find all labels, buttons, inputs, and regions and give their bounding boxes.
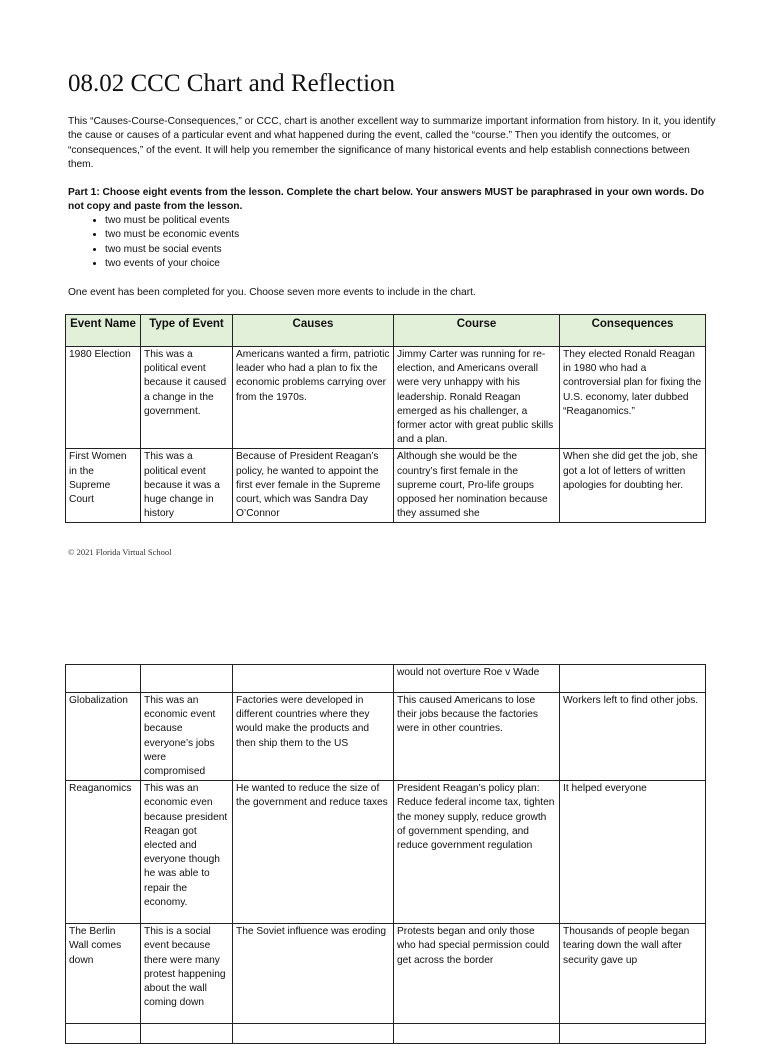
requirements-list — [68, 214, 239, 271]
table-cell[interactable]: He wanted to reduce the size of the government and reduce taxes — [233, 781, 394, 924]
table-cell[interactable]: It helped everyone — [560, 781, 706, 924]
table-cell[interactable]: This was an economic even because president Reagan got elected and everyone though he was able to repair the economy. — [141, 781, 233, 924]
table-cell[interactable]: When she did get the job, she got a lot of letters of written apologies for doubting her. — [560, 449, 706, 523]
column-header: Causes — [233, 315, 394, 347]
table-cell[interactable]: Although she would be the country’s first female in the supreme court, Pro-life groups opposed her nomination because they assumed she — [394, 449, 560, 523]
column-header: Course — [394, 315, 560, 347]
table-cell[interactable]: Jimmy Carter was running for re-election, and Americans overall were very unhappy with his leadership. Ronald Reagan emerged as his challenger, a former actor with great public skills and a plan. — [394, 347, 560, 449]
note: One event has been completed for you. Choose seven more events to include in the chart. — [68, 287, 476, 298]
list-item: • two must be economic events — [105, 228, 239, 242]
table-cell[interactable]: They elected Ronald Reagan in 1980 who had a controversial plan for fixing the U.S. economy, later dubbed “Reaganomics.” — [560, 347, 706, 449]
table-cell[interactable]: This caused Americans to lose their jobs because the factories were in other countries. — [394, 693, 560, 781]
table-cell[interactable]: Globalization — [66, 693, 141, 781]
copyright-footer: © 2021 Florida Virtual School — [68, 547, 172, 557]
table-cell[interactable]: The Berlin Wall comes down — [66, 924, 141, 1024]
intro-paragraph: This “Causes-Course-Consequences,” or CCC, chart is another excellent way to summarize important information from history. In it, you identify the cause or causes of a particular event and what happened during the event, called the “course.” Then you identify the outcomes, or “consequences,” of the event. It will help you remember the significance of many historical events and help establish connections between them. — [68, 116, 716, 170]
page-title: 08.02 CCC Chart and Reflection — [68, 70, 396, 97]
table-cell[interactable]: This is a social event because there were many protest happening about the wall coming down — [141, 924, 233, 1024]
ccc-table-page2 — [65, 664, 706, 1044]
list-item: • two must be political events — [105, 214, 239, 228]
table-cell[interactable] — [560, 665, 706, 693]
table-cell[interactable]: Americans wanted a firm, patriotic leader who had a plan to fix the economic problems carrying over from the 1970s. — [233, 347, 394, 449]
table-cell[interactable]: would not overture Roe v Wade — [394, 665, 560, 693]
table-cell[interactable] — [233, 1024, 394, 1044]
table-cell[interactable]: This was an economic event because everyone’s jobs were compromised — [141, 693, 233, 781]
list-item: • two must be social events — [105, 243, 239, 257]
table-cell[interactable]: Because of President Reagan’s policy, he wanted to appoint the first ever female in the Supreme court, which was Sandra Day O’Connor — [233, 449, 394, 523]
table-row — [66, 1024, 706, 1044]
table-cell[interactable] — [394, 1024, 560, 1044]
table-cell[interactable]: President Reagan’s policy plan: Reduce federal income tax, tighten the money supply, reduce growth of government spending, and reduce government regulation — [394, 781, 560, 924]
column-header: Event Name — [66, 315, 141, 347]
list-item: • two events of your choice — [105, 257, 239, 271]
ccc-table-page1 — [65, 314, 706, 523]
table-cell[interactable]: 1980 Election — [66, 347, 141, 449]
table-cell[interactable]: Workers left to find other jobs. — [560, 693, 706, 781]
table-cell[interactable] — [66, 665, 141, 693]
table-cell[interactable] — [66, 1024, 141, 1044]
column-header: Consequences — [560, 315, 706, 347]
table-cell[interactable]: Protests began and only those who had special permission could get across the border — [394, 924, 560, 1024]
column-header: Type of Event — [141, 315, 233, 347]
table-cell[interactable]: First Women in the Supreme Court — [66, 449, 141, 523]
table-cell[interactable] — [560, 1024, 706, 1044]
table-cell[interactable] — [233, 665, 394, 693]
table-cell[interactable]: This was a political event because it was a huge change in history — [141, 449, 233, 523]
table-row — [66, 449, 706, 523]
table-row — [66, 693, 706, 781]
table-row — [66, 347, 706, 449]
table-cell[interactable]: Factories were developed in different countries where they would make the products and then ship them to the US — [233, 693, 394, 781]
table-row — [66, 665, 706, 693]
table-cell[interactable]: The Soviet influence was eroding — [233, 924, 394, 1024]
table-cell[interactable]: Thousands of people began tearing down the wall after security gave up — [560, 924, 706, 1024]
table-row — [66, 924, 706, 1024]
table-row — [66, 781, 706, 924]
table-cell[interactable] — [141, 665, 233, 693]
part1-instructions: Part 1: Choose eight events from the lesson. Complete the chart below. Your answers MUST be paraphrased in your own words. Do not copy and paste from the lesson. — [68, 187, 705, 213]
table-cell[interactable]: Reaganomics — [66, 781, 141, 924]
table-cell[interactable]: This was a political event because it caused a change in the government. — [141, 347, 233, 449]
table-cell[interactable] — [141, 1024, 233, 1044]
